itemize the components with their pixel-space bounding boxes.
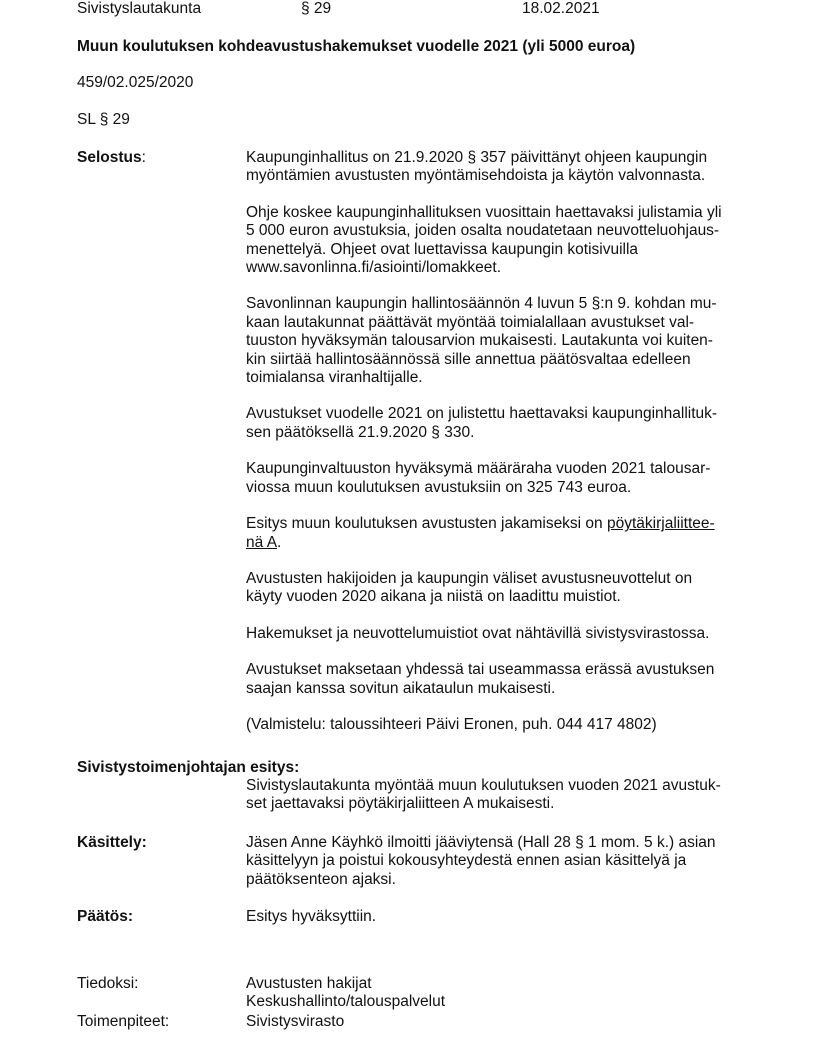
- line: käyty vuoden 2020 aikana ja niistä on laadittu muistiot.: [246, 588, 621, 606]
- paragraph: [246, 204, 746, 278]
- selostus-label-colon: :: [141, 149, 146, 166]
- paragraph: [246, 625, 746, 643]
- paragraph: [246, 570, 746, 607]
- esitys-label: Sivistystoimenjohtajan esitys:: [77, 759, 300, 776]
- selostus-label-text: Selostus: [77, 149, 142, 166]
- line: toimialansa viranhaltijalle.: [246, 369, 423, 387]
- attachment-paragraph: [246, 515, 746, 552]
- recipient: Avustusten hakijat: [246, 975, 372, 992]
- line: Avustusten hakijoiden ja kaupungin väliset avustusneuvottelut on: [246, 569, 693, 587]
- tiedoksi-body: [246, 975, 746, 1012]
- preparer-note: [246, 716, 746, 734]
- line: saajan kanssa sovitun aikataulun mukaisesti.: [246, 679, 556, 697]
- line: kin siirtää hallintosäännössä sille annettua päätösvaltaa edelleen: [246, 350, 691, 368]
- line: Kaupunginvaltuuston hyväksymä määräraha vuoden 2021 talousar-: [246, 460, 711, 478]
- document-title: Muun koulutuksen kohdeavustushakemukset vuodelle 2021 (yli 5000 euroa): [77, 38, 636, 55]
- kasittely-label: Käsittely:: [77, 834, 147, 851]
- line: Ohje koskee kaupunginhallituksen vuosittain haettavaksi julistamia yli: [246, 203, 722, 221]
- line: käsittelyyn ja poistui kokousyhteydestä ennen asian käsittelyä ja: [246, 852, 687, 870]
- paatos-text: Esitys hyväksyttiin.: [246, 908, 377, 925]
- selostus-body: [246, 149, 746, 734]
- line: (Valmistelu: taloussihteeri Päivi Eronen, puh. 044 417 4802): [246, 715, 657, 733]
- header-date: 18.02.2021: [522, 0, 600, 17]
- line: Kaupunginhallitus on 21.9.2020 § 357 päivittänyt ohjeen kaupungin: [246, 149, 708, 166]
- paragraph: [246, 295, 746, 387]
- recipient: Keskushallinto/talouspalvelut: [246, 993, 446, 1011]
- paragraph: [246, 405, 746, 442]
- tiedoksi-label: Tiedoksi:: [77, 975, 139, 992]
- line: kaan lautakunnat päättävät myöntää toimialallaan avustukset val-: [246, 313, 695, 331]
- line: Sivistyslautakunta myöntää muun koulutuksen vuoden 2021 avustuk-: [246, 777, 721, 794]
- line: set jaettavaksi pöytäkirjaliitteen A mukaisesti.: [246, 795, 555, 813]
- esitys-body: [246, 777, 746, 814]
- section-reference: SL § 29: [77, 111, 130, 128]
- line: Savonlinnan kaupungin hallintosäännön 4 luvun 5 §:n 9. kohdan mu-: [246, 295, 717, 313]
- line: päätöksenteon ajaksi.: [246, 870, 396, 888]
- header-section: § 29: [301, 0, 332, 17]
- line: tuuston hyväksymän talousarvion mukaisesti. Lautakunta voi kuiten-: [246, 332, 713, 350]
- line: menettelyä. Ohjeet ovat luettavissa kaupungin kotisivuilla: [246, 240, 639, 258]
- website-link-text: www.savonlinna.fi/asiointi/lomakkeet.: [246, 259, 502, 277]
- attachment-link[interactable]: pöytäkirjaliittee-: [606, 515, 715, 533]
- kasittely-body: [246, 834, 746, 889]
- attachment-link-continued[interactable]: nä A: [246, 533, 278, 551]
- line: Avustukset maksetaan yhdessä tai useammassa erässä avustuksen: [246, 661, 715, 679]
- toimenpiteet-text: Sivistysvirasto: [246, 1013, 345, 1030]
- line: Jäsen Anne Käyhkö ilmoitti jääviytensä (Hall 28 § 1 mom. 5 k.) asian: [246, 834, 716, 851]
- line: 5 000 euron avustuksia, joiden osalta noudatetaan neuvotteluohjaus-: [246, 222, 720, 240]
- paragraph: [246, 460, 746, 497]
- toimenpiteet-label: Toimenpiteet:: [77, 1013, 170, 1030]
- line: viossa muun koulutuksen avustuksiin on 325 743 euroa.: [246, 478, 632, 496]
- line: sen päätöksellä 21.9.2020 § 330.: [246, 423, 475, 441]
- paragraph: [246, 149, 746, 186]
- line: Avustukset vuodelle 2021 on julistettu haettavaksi kaupunginhallituk-: [246, 405, 718, 423]
- header-committee: Sivistyslautakunta: [77, 0, 202, 17]
- period: .: [277, 533, 282, 551]
- paragraph: [246, 661, 746, 698]
- line: myöntämien avustusten myöntämisehdoista ja käytön valvonnasta.: [246, 167, 706, 185]
- selostus-label: [77, 149, 146, 167]
- line: Esitys muun koulutuksen avustusten jakamiseksi on: [246, 515, 607, 533]
- paatos-label: Päätös:: [77, 908, 133, 925]
- case-number: 459/02.025/2020: [77, 74, 194, 91]
- line: Hakemukset ja neuvottelumuistiot ovat nähtävillä sivistysvirastossa.: [246, 624, 710, 642]
